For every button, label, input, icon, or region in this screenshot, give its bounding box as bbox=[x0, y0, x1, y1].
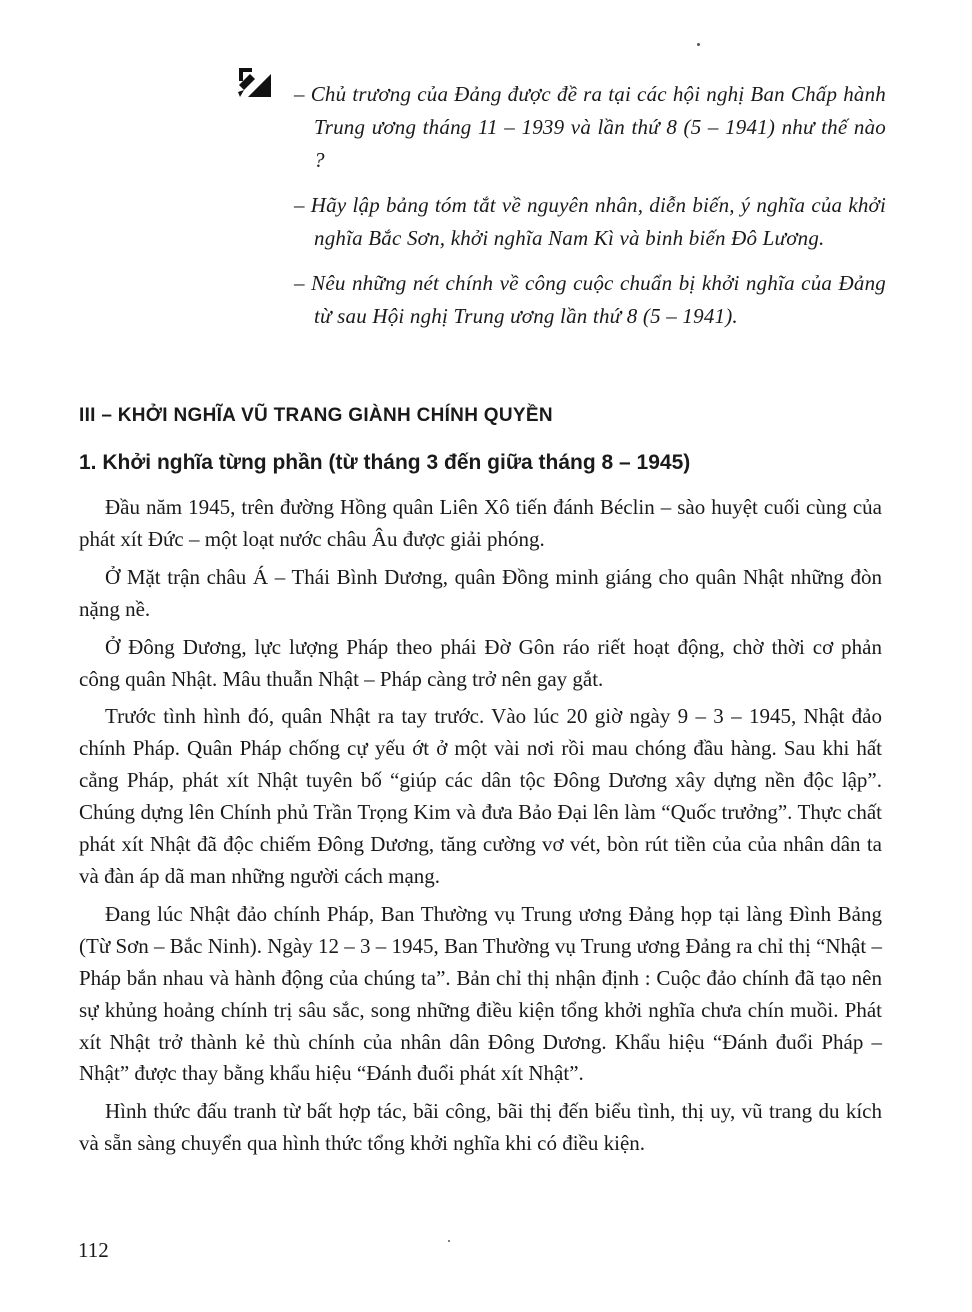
review-questions bbox=[294, 78, 886, 345]
scan-speck bbox=[448, 1240, 450, 1242]
paragraph: Hình thức đấu tranh từ bất hợp tác, bãi công, bãi thị đến biểu tình, thị uy, vũ trang du kích và sẵn sàng chuyển qua hình thức tổng khởi nghĩa khi có điều kiện. bbox=[79, 1099, 882, 1156]
page-number: 112 bbox=[78, 1238, 109, 1262]
scan-speck bbox=[697, 43, 700, 46]
paragraph: Ở Đông Dương, lực lượng Pháp theo phái Đờ Gôn ráo riết hoạt động, chờ thời cơ phản công quân Nhật. Mâu thuẫn Nhật – Pháp càng trở nên gay gắt. bbox=[79, 634, 882, 691]
question-item: – Chủ trương của Đảng được đề ra tại các hội nghị Ban Chấp hành Trung ương tháng 11 – 1939 và lần thứ 8 (5 – 1941) như thế nào ? bbox=[294, 82, 886, 172]
question-item: – Hãy lập bảng tóm tắt về nguyên nhân, diễn biến, ý nghĩa của khởi nghĩa Bắc Sơn, khởi nghĩa Nam Kì và binh biến Đô Lương. bbox=[294, 193, 886, 250]
question-item: – Nêu những nét chính về công cuộc chuẩn bị khởi nghĩa của Đảng từ sau Hội nghị Trung ương lần thứ 8 (5 – 1941). bbox=[294, 271, 886, 328]
paragraph: Ở Mặt trận châu Á – Thái Bình Dương, quân Đồng minh giáng cho quân Nhật những đòn nặng nề. bbox=[79, 564, 882, 621]
paragraph: Trước tình hình đó, quân Nhật ra tay trước. Vào lúc 20 giờ ngày 9 – 3 – 1945, Nhật đảo chính Pháp. Quân Pháp chống cự yếu ớt ở một vài nơi rồi mau chóng đầu hàng. Sau khi hất cẳng Pháp, phát xít Nhật tuyên bố “giúp các dân tộc Đông Dương xây dựng nền độc lập”. Chúng dựng lên Chính phủ Trần Trọng Kim và đưa Bảo Đại lên làm “Quốc trưởng”. Thực chất phát xít Nhật đã độc chiếm Đông Dương, tăng cường vơ vét, bòn rút tiền của của nhân dân ta và đàn áp dã man những người cách mạng. bbox=[79, 704, 882, 888]
body-text bbox=[79, 492, 882, 1166]
paragraph: Đầu năm 1945, trên đường Hồng quân Liên Xô tiến đánh Béclin – sào huyệt cuối cùng của phát xít Đức – một loạt nước châu Âu được giải phóng. bbox=[79, 495, 882, 551]
section-heading: III – KHỞI NGHĨA VŨ TRANG GIÀNH CHÍNH QUYỀN bbox=[79, 405, 553, 426]
paragraph: Đang lúc Nhật đảo chính Pháp, Ban Thường vụ Trung ương Đảng họp tại làng Đình Bảng (Từ Sơn – Bắc Ninh). Ngày 12 – 3 – 1945, Ban Thường vụ Trung ương Đảng ra chỉ thị “Nhật – Pháp bắn nhau và hành động của chúng ta”. Bản chỉ thị nhận định : Cuộc đảo chính đã tạo nên sự khủng hoảng chính trị sâu sắc, song những điều kiện tổng khởi nghĩa chưa chín muồi. Phát xít Nhật trở thành kẻ thù chính của nhân dân Đông Dương. Khẩu hiệu “Đánh đuổi Pháp – Nhật” được thay bằng khẩu hiệu “Đánh đuổi phát xít Nhật”. bbox=[79, 901, 882, 1086]
pencil-note-icon bbox=[236, 66, 274, 100]
sub-heading: 1. Khởi nghĩa từng phần (từ tháng 3 đến giữa tháng 8 – 1945) bbox=[79, 451, 691, 474]
